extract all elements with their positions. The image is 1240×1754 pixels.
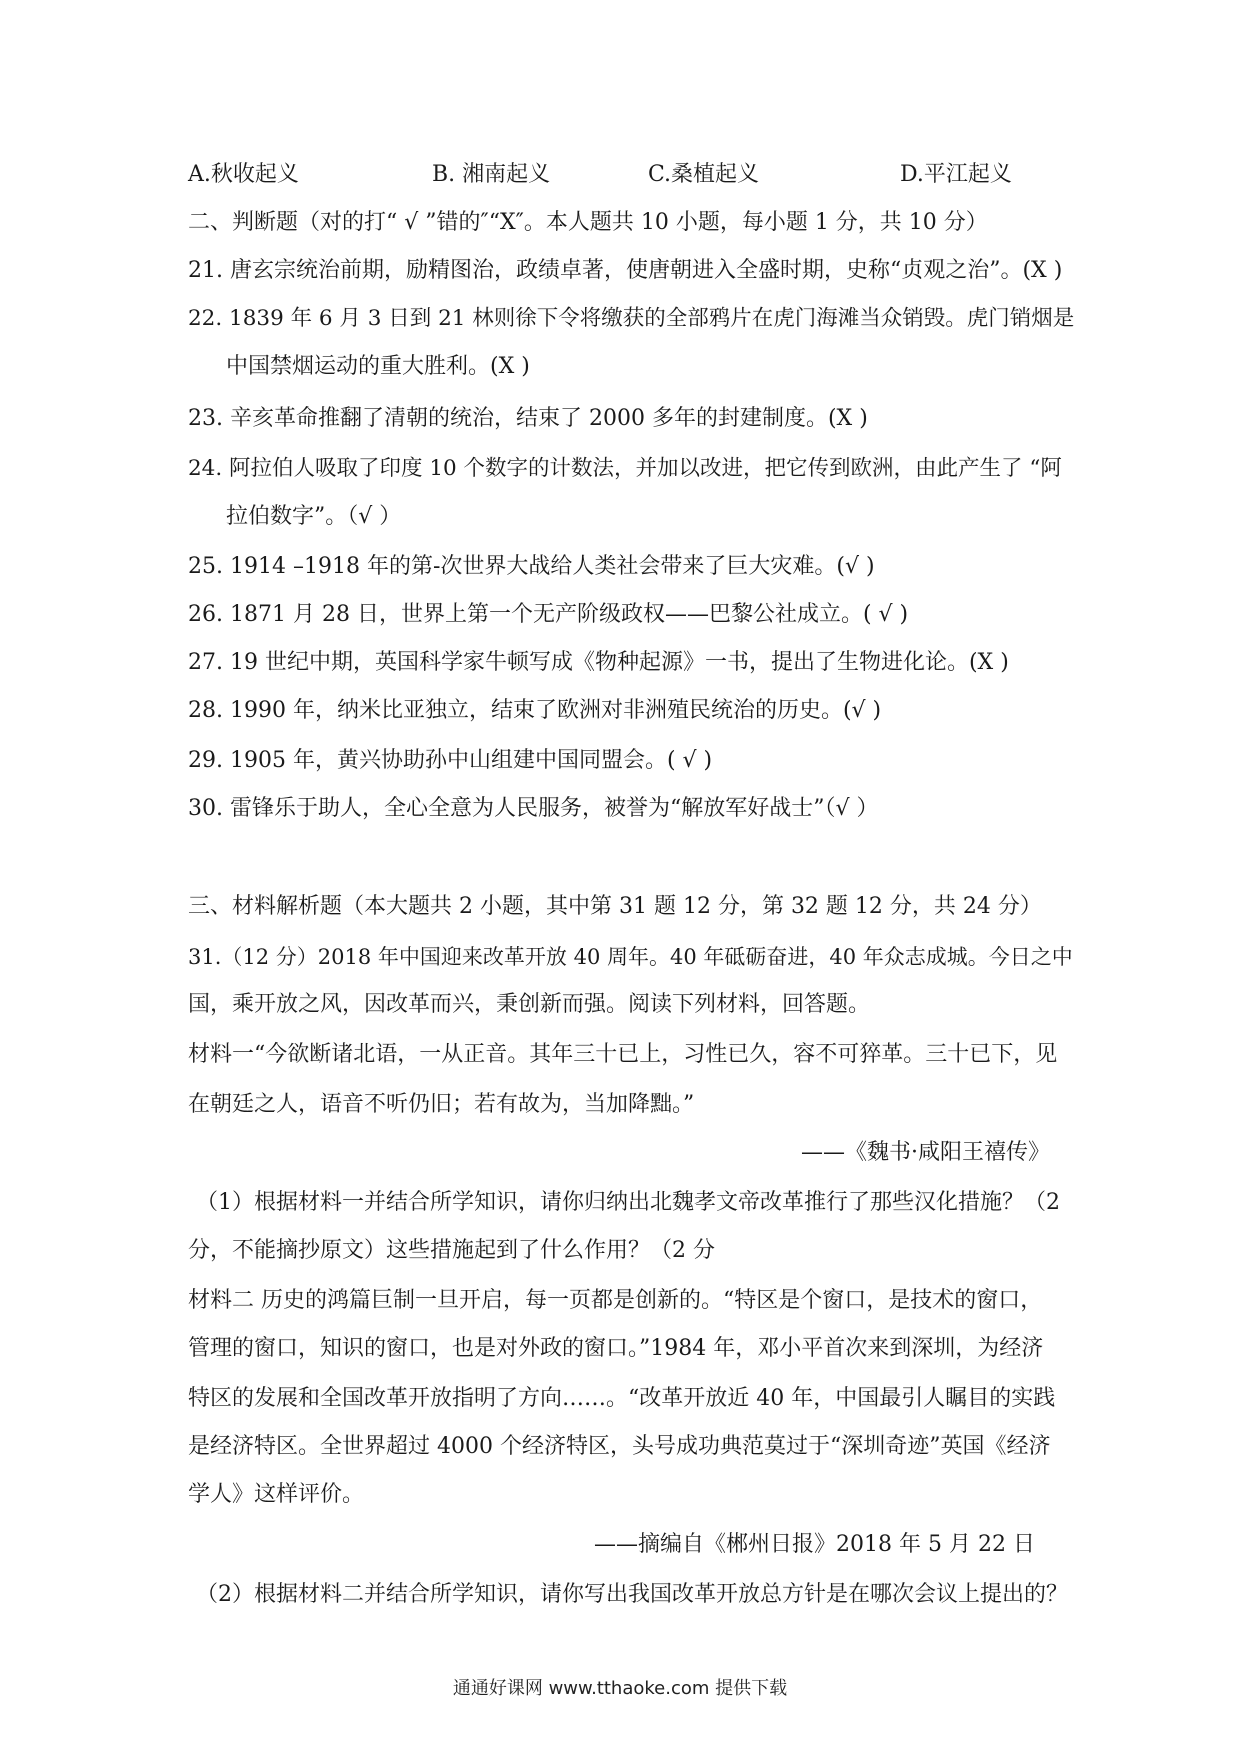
material-2-line3: 特区的发展和全国改革开放指明了方向……。“改革开放近 40 年，中国最引人瞩目的实践 xyxy=(188,1386,1056,1411)
subquestion-1-line1: （1）根据材料一并结合所学知识，请你归纳出北魏孝文帝改革推行了那些汉化措施？（2 xyxy=(196,1190,1060,1215)
material-2-line2: 管理的窗口，知识的窗口，也是对外政的窗口。”1984 年，邓小平首次来到深圳，为经济 xyxy=(188,1336,1044,1361)
section3-heading: 三、材料解析题（本大题共 2 小题，其中第 31 题 12 分，第 32 题 12 分，共 24 分） xyxy=(188,894,1042,919)
question-27: 27. 19 世纪中期，英国科学家牛顿写成《物种起源》一书，提出了生物进化论。(X ) xyxy=(188,650,1009,675)
option-b: B. 湘南起义 xyxy=(432,162,551,187)
question-26: 26. 1871 月 28 日，世界上第一个无产阶级政权——巴黎公社成立。( √ ) xyxy=(188,602,909,627)
question-25: 25. 1914 –1918 年的第-次世界大战给人类社会带来了巨大灾难。(√ ) xyxy=(188,554,875,579)
question-23: 23. 辛亥革命推翻了清朝的统治，结束了 2000 多年的封建制度。(X ) xyxy=(188,406,868,431)
material-2-line1: 材料二 历史的鸿篇巨制一旦开启，每一页都是创新的。“特区是个窗口，是技术的窗口， xyxy=(188,1288,1043,1313)
question-21: 21. 唐玄宗统治前期，励精图治，政绩卓著，使唐朝进入全盛时期，史称“贞观之治”。(X ) xyxy=(188,258,1063,283)
question-22-line1: 22. 1839 年 6 月 3 日到 21 林则徐下令将缴获的全部鸦片在虎门海滩当众销毁。虎门销烟是 xyxy=(188,306,1075,331)
question-24-line1: 24. 阿拉伯人吸取了印度 10 个数字的计数法，并加以改进，把它传到欧洲，由此产生了 “阿 xyxy=(188,456,1062,481)
question-29: 29. 1905 年，黄兴协助孙中山组建中国同盟会。( √ ) xyxy=(188,748,713,773)
material-1-source: ——《魏书·咸阳王禧传》 xyxy=(801,1140,1050,1165)
option-a: A.秋收起义 xyxy=(188,162,299,187)
subquestion-2-line1: （2）根据材料二并结合所学知识，请你写出我国改革开放总方针是在哪次会议上提出的？ xyxy=(196,1582,1069,1607)
section2-heading: 二、判断题（对的打“ √ ”错的″“X″。本人题共 10 小题，每小题 1 分，共 10 分） xyxy=(188,210,988,235)
material-2-source: ——摘编自《郴州日报》2018 年 5 月 22 日 xyxy=(594,1532,1035,1557)
footer-download-note: 通通好课网 www.tthaoke.com 提供下载 xyxy=(452,1678,788,1699)
question-30: 30. 雷锋乐于助人，全心全意为人民服务，被誉为“解放军好战士”（√ ） xyxy=(188,796,879,821)
subquestion-1-line2: 分，不能摘抄原文）这些措施起到了什么作用？（2 分 xyxy=(188,1238,715,1263)
question-28: 28. 1990 年，纳米比亚独立，结束了欧洲对非洲殖民统治的历史。(√ ) xyxy=(188,698,882,723)
question-24-line2: 拉伯数字”。（√ ） xyxy=(226,504,402,529)
option-c: C.桑植起义 xyxy=(648,162,760,187)
question-31-line1: 31.（12 分）2018 年中国迎来改革开放 40 周年。40 年砥砺奋进，40 年众志成城。今日之中 xyxy=(188,945,1073,969)
question-22-line2: 中国禁烟运动的重大胜利。(X ) xyxy=(226,354,530,379)
question-31-line2: 国，乘开放之风，因改革而兴，秉创新而强。阅读下列材料，回答题。 xyxy=(188,992,871,1017)
material-1-line1: 材料一“今欲断诸北语，一从正音。其年三十已上，习性已久，容不可猝革。三十已下，见 xyxy=(188,1042,1058,1067)
material-2-line4: 是经济特区。全世界超过 4000 个经济特区，头号成功典范莫过于“深圳奇迹”英国《经济 xyxy=(188,1434,1051,1459)
material-2-line5: 学人》这样评价。 xyxy=(188,1482,365,1507)
option-d: D.平江起义 xyxy=(900,162,1012,187)
material-1-line2: 在朝廷之人，语音不听仍旧；若有故为，当加降黜。” xyxy=(188,1092,695,1117)
